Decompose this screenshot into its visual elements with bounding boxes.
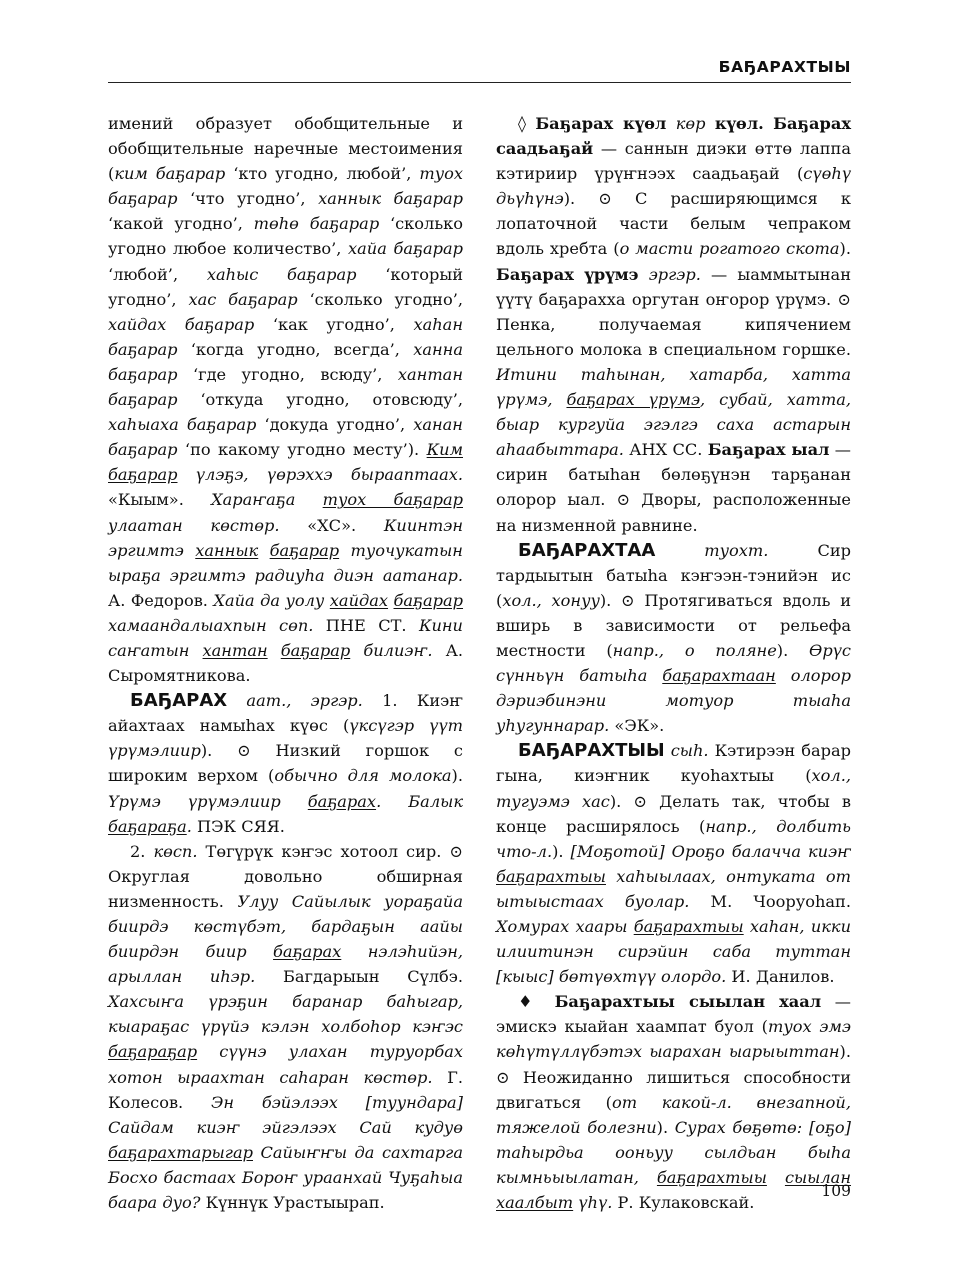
page-header [108,56,851,83]
text-segment: сыһ. [670,741,709,761]
text-segment: «ЭК». [609,716,665,736]
running-head: БАҔАРАХТЫЫ [718,58,851,76]
text-segment [655,541,704,560]
text-segment: көр [675,114,706,133]
text-segment: хаһан баҕарар [108,314,463,359]
text-segment: сүөһү дьүһүнэ [496,164,851,209]
text-segment: Эн бэйэлээх [туундара] Сайдам киэҥ эйгэлээх Сай кудуө [108,1092,463,1137]
text-segment: Сайыҥҥы да сахтарга Босхо бастаах Бороҥ ураанхай Чуҕаһыа баара дуо? [108,1142,463,1213]
text-segment: туохт. [704,540,769,560]
text-segment: 2. [130,841,154,861]
text-segment: ‘когда угодно, всегда’, [177,339,414,359]
text-segment: ‘по какому угодно месту’). [177,440,427,460]
text-segment: Хараҥаҕа [211,490,323,510]
example-keyword: баҕараҕар [108,1042,198,1062]
text-segment: ‘где угодно, всюду’, [177,364,398,384]
text-segment: Баҕарах үрүмэ [496,264,639,284]
text-segment: Кини саҥатын [108,615,463,660]
text-segment: Баҕарах күөл [535,114,667,133]
text-segment: үксүгэр үүт үрүмэлиир [108,716,464,761]
text-segment: напр., о поляне [612,640,777,660]
text-segment: 1. Киэҥ айахтаах намыһах күөс ( [108,691,463,736]
text-segment: хайа баҕарар [348,239,464,259]
text-segment: хаһыс баҕарар [206,264,357,284]
text-segment: нэлэһийэн, арыллан иһэр. [108,942,463,987]
text-segment: Күннүк Урастыырап. [200,1193,385,1213]
text-segment: И. Данилов. [726,967,835,987]
example-keyword: баҕарах [273,942,342,962]
example-keyword: баҕарар [269,540,340,560]
text-segment: ). [451,766,464,786]
example-keyword: ханнык [195,540,259,560]
text-segment: туочукатын ыраҕа эргимтэ радиуһа диэн аатанар. [108,540,463,585]
text-segment [767,1168,785,1187]
example-keyword: баҕарах үрүмэ [566,390,701,410]
text-segment: ханнык баҕарар [318,189,463,209]
text-segment: хамаандалыахпын сөп. [108,615,314,635]
text-segment: Кэтирээн барар гына, киэҥник куоһахтыы ( [496,741,851,786]
text-segment: — ыаммытынан үүтү баҕарахха оргутан оҥорор үрүмэ. ⊙ Пенка, получаемая кипячением цельного молока в специальном горшке. [496,264,851,359]
text-segment: «Кыым». [108,490,212,510]
text-segment: «ХС». [279,515,384,535]
text-segment: ). ⊙ Протягиваться вдоль и вширь в зависимости от рельефа местности ( [496,590,851,660]
dictionary-paragraph [108,839,463,1215]
text-segment: напр., долбить что-л. [496,816,851,861]
headword: БАҔАРАХ [130,690,228,712]
text-segment: ‘какой угодно’, [108,214,254,234]
text-segment: ‘откуда угодно, отовсюду’, [177,390,463,410]
example-keyword: хайдах [329,590,389,610]
text-segment: Г. Колесов. [108,1067,464,1112]
dictionary-paragraph [496,538,851,739]
text-segment: Үрүмэ үрүмэлиир [108,791,308,811]
left-column [108,111,463,1215]
dictionary-paragraph [496,738,851,989]
example-keyword: баҕарар [393,590,464,610]
text-segment: Багдарыын Сүлбэ. [255,967,463,987]
text-segment: сүүнэ улахан туруорбах хотон ыраахтан саһаран көстөр. [108,1042,463,1087]
text-segment: Итини таһынан, хатарба, хатта үрүмэ, [496,364,851,410]
text-segment: Хомурах хаары [496,917,634,936]
text-segment: Сурах бөҕөтө: [оҕо] таһырдьа ооньуу сылдьан быһа кымньыылатан, [496,1117,851,1187]
example-keyword: Ким [426,440,463,460]
text-segment: үлэҕэ, үөрэххэ бырааптаах. [177,465,463,485]
text-segment: туох эмэ көһүтүллүбэтэх ыарахан ыарыыттан [496,1017,851,1062]
text-segment: Төгүрүк кэҥэс хотоол сир. ⊙ Округлая довольно обширная низменность. [108,841,463,911]
text-segment: ). [839,239,852,259]
example-keyword: баҕарахтаан [662,666,776,686]
text-segment [639,265,649,284]
dictionary-paragraph [496,111,851,538]
example-keyword: хантан [202,640,268,660]
text-segment: Өрүс сүнньүн батыһа [496,640,851,686]
text-segment: үһү. [573,1193,613,1213]
text-segment: ПЭК СЯЯ. [191,816,285,836]
text-segment: ). [776,640,810,660]
text-segment: ‘сколько угодно’, [297,289,463,309]
example-keyword: хаалбыт [496,1193,574,1213]
headword: БАҔАРАХТЫЫ [518,740,665,762]
text-segment: А. Сыромятникова. [108,640,463,686]
example-keyword: баҕарахтыы [656,1167,767,1187]
text-segment: туох баҕарар [108,164,463,209]
text-segment: ). ⊙ С расширяющимся к лопаточной части белым чепраком вдоль хребта ( [496,189,851,259]
text-segment: имений образует обобщительные и обобщительные наречные местоимения ( [108,114,463,184]
text-segment: Улуу Сайылык уораҕайа биирдэ көстүбэт, бардаҕын аайы биирдэн биир [108,891,463,962]
text-segment: от какой-л. внезапной, тяжелой болезни [496,1092,851,1137]
example-keyword: баҕарахтарыгар [108,1142,253,1162]
text-segment: — эмискэ кыайан хаампат буол ( [496,992,851,1037]
text-segment: хаһан, икки илиитинэн сирэйин саба туттан [кыыс] бөтүөхтүү олордо. [496,917,851,987]
text-segment: хас баҕарар [188,289,298,309]
text-segment: хантан баҕарар [108,364,463,410]
text-segment: ПНЕ СТ. [313,615,419,635]
example-keyword: баҕарар [108,465,178,485]
text-segment: билиэҥ. [350,640,433,660]
text-segment: ‘который угодно’, [108,264,463,309]
text-segment: көсп. [153,841,198,861]
text-segment: — саннын диэки өттө лаппа кэтириир үрүҥнээх саадьаҕай ( [496,139,851,184]
text-segment: хол., тугуэмэ хас [496,766,851,811]
text-segment: . Балык [376,791,463,811]
example-keyword: туох баҕарар [322,490,463,510]
text-segment: Баҕарах саадьаҕай [496,114,851,159]
headword: БАҔАРАХТАА [518,539,656,561]
dictionary-paragraph [108,688,463,839]
text-segment: Баҕарахтыы сыылан хаал [554,992,822,1012]
text-segment [268,641,281,660]
text-segment [258,541,269,560]
text-segment: Сир тардыытын батыһа кэҥээн-тэнийэн ис ( [496,540,851,610]
text-segment: обычно для молока [274,766,452,786]
text-segment [705,114,714,133]
page-number: 109 [821,1182,851,1200]
dictionary-paragraph [496,989,851,1215]
text-segment: — сирин батыһан бөлөҕүнэн тарҕанан олорор ыал. ⊙ Дворы, расположенные на низменной равнине. [496,440,851,535]
example-keyword: баҕарахтыы [496,866,606,886]
text-segment: Баҕарах ыал [707,440,830,460]
text-segment: ким баҕарар [114,164,226,184]
text-segment: хол., хонуу [502,590,600,610]
text-segment: М. Чооруоһап. [689,891,851,911]
text-segment: олорор дэриэбинэни мотуор тыаһа уһугуннарар. [496,666,851,736]
text-segment: хаһыылаах, онтуката от ытыыстаах буолар. [496,866,851,911]
text-segment: төһө баҕарар [253,214,380,234]
example-keyword: баҕарах [307,791,377,811]
text-segment: ). [656,1117,675,1137]
text-segment: ). [552,841,571,861]
text-segment: . [186,816,192,836]
text-segment: ханна баҕарар [108,339,463,384]
text-segment: А. Федоров. [108,590,214,610]
text-segment: ). ⊙ Низкий горшок с широким верхом ( [108,741,463,786]
text-segment: Киинтэн эргимтэ [108,515,463,560]
example-keyword: сыылан [784,1167,851,1187]
text-segment: , субай, хатта, быар кургуйа эгэлгэ саха астарын аһаабыттара. [496,390,851,460]
text-segment [227,691,246,710]
text-segment: ♦ [518,992,555,1012]
text-segment: Р. Кулаковскай. [612,1193,755,1213]
text-segment: Хайа да уолу [213,590,330,610]
example-keyword: баҕарар [280,640,351,660]
text-segment: ханан баҕарар [108,415,463,460]
right-column [496,111,851,1215]
text-segment: [Моҕотой] Ороҕо балачча киэҥ [570,841,852,861]
text-segment: ‘кто угодно, любой’, [225,164,420,184]
text-segment: хаһыаха баҕарар [108,415,257,435]
text-segment: ‘докуда угодно’, [256,415,414,435]
text-segment: АНХ СС. [623,440,708,460]
text-segment [666,114,675,133]
text-segment: ‘любой’, [108,264,207,284]
text-segment: ). ⊙ Делать так, чтобы в конце расширялось ( [496,791,851,836]
text-segment: улаатан көстөр. [108,515,280,535]
text-segment: ‘как угодно’, [254,314,414,334]
text-segment: ‘сколько угодно любое количество’, [108,214,463,259]
text-segment: ‘что угодно’, [177,189,319,209]
text-segment: хайдах баҕарар [108,314,255,334]
example-keyword: баҕараҕа [108,816,187,836]
text-segment: о масти рогатого скота [619,239,840,259]
text-segment: күөл. [714,114,764,133]
text-segment: ◊ [518,114,536,133]
text-segment: Хахсыҥа үрэҕин баранар баһыгар, кыараҕас үрүйэ кэлэн холбоһор кэҥэс [108,992,463,1037]
example-keyword: баҕарахтыы [633,917,744,936]
text-segment: аат., эргэр. [246,691,363,711]
text-segment: эргэр. [648,264,701,284]
text-segment [768,541,817,560]
text-segment [764,114,773,133]
text-segment: ). ⊙ Неожиданно лишиться способности двигаться ( [496,1042,851,1112]
dictionary-paragraph [108,111,463,688]
